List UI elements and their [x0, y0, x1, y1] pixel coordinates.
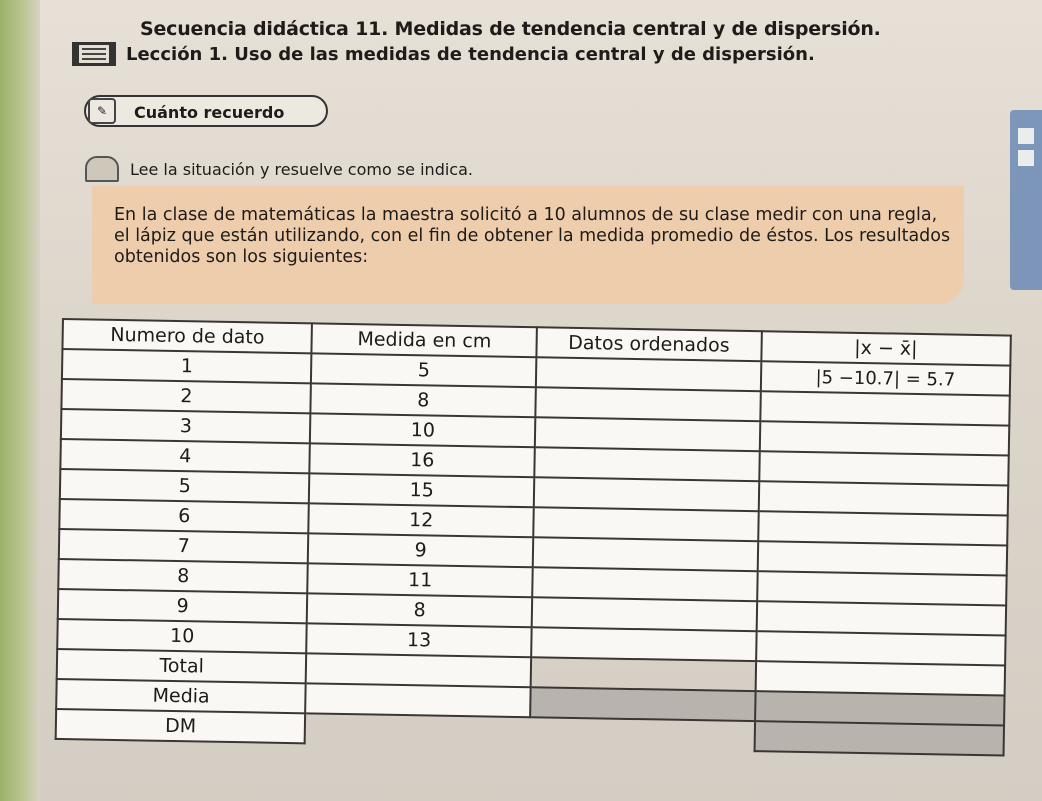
notebook-icon: ✎ — [88, 98, 116, 124]
row-ordered[interactable] — [534, 447, 759, 481]
instruction-text: Lee la situación y resuelve como se indica. — [130, 160, 473, 179]
row-measure: 16 — [310, 443, 535, 477]
empty-cell — [305, 713, 530, 747]
data-table — [55, 318, 1012, 757]
shaded-cell — [754, 721, 1004, 755]
row-ordered[interactable] — [531, 627, 756, 661]
row-number: 9 — [58, 589, 308, 623]
row-deviation[interactable] — [758, 481, 1008, 515]
lesson-subtitle: Lección 1. Uso de las medidas de tendencia central y de dispersión. — [126, 44, 815, 65]
row-ordered[interactable] — [533, 507, 758, 541]
header-medida: Medida en cm — [312, 323, 537, 357]
row-ordered[interactable] — [535, 387, 760, 421]
shaded-cell — [530, 687, 755, 721]
plus-icon — [1018, 128, 1034, 144]
row-deviation[interactable] — [759, 451, 1009, 485]
row-number: 6 — [59, 499, 309, 533]
row-ordered[interactable] — [536, 357, 761, 391]
side-decoration — [1010, 110, 1042, 290]
row-measure: 12 — [309, 503, 534, 537]
mean-label: Media — [56, 679, 306, 713]
row-number: 7 — [59, 529, 309, 563]
row-deviation[interactable] — [757, 541, 1007, 575]
section-label: Cuánto recuerdo — [134, 103, 285, 122]
row-measure: 9 — [308, 533, 533, 567]
row-measure: 13 — [307, 623, 532, 657]
empty-cell — [531, 657, 756, 691]
book-edge — [0, 0, 40, 801]
row-deviation[interactable]: |5 −10.7| = 5.7 — [760, 361, 1010, 395]
total-value[interactable] — [306, 653, 531, 687]
protractor-icon — [85, 156, 119, 182]
header-desviacion: |x − x̄| — [761, 331, 1011, 365]
row-number: 10 — [57, 619, 307, 653]
row-deviation[interactable] — [756, 601, 1006, 635]
row-measure: 5 — [311, 353, 536, 387]
row-number: 2 — [61, 379, 311, 413]
row-deviation[interactable] — [758, 511, 1008, 545]
row-deviation[interactable] — [759, 421, 1009, 455]
row-number: 4 — [60, 439, 310, 473]
row-ordered[interactable] — [532, 567, 757, 601]
header-numero-dato: Numero de dato — [62, 319, 312, 353]
row-ordered[interactable] — [532, 597, 757, 631]
row-measure: 8 — [311, 383, 536, 417]
row-deviation[interactable] — [756, 631, 1006, 665]
header-ordenados: Datos ordenados — [536, 327, 761, 361]
total-label: Total — [57, 649, 307, 683]
row-number: 1 — [62, 349, 312, 383]
shaded-cell — [755, 691, 1005, 725]
row-deviation[interactable] — [760, 391, 1010, 425]
row-number: 8 — [58, 559, 308, 593]
row-ordered[interactable] — [533, 537, 758, 571]
mean-value[interactable] — [306, 683, 531, 717]
dm-label: DM — [56, 709, 306, 743]
row-measure: 15 — [309, 473, 534, 507]
row-measure: 11 — [308, 563, 533, 597]
page-title: Secuencia didáctica 11. Medidas de tendencia central y de dispersión. — [140, 18, 881, 40]
row-measure: 8 — [307, 593, 532, 627]
problem-text: En la clase de matemáticas la maestra solicitó a 10 alumnos de su clase medir con una regla, el lápiz que están utilizando, con el fin de obtener la medida promedio de éstos. Los resultados obtenidos son los siguientes: — [114, 205, 951, 267]
minus-icon — [1018, 150, 1034, 166]
row-measure: 10 — [310, 413, 535, 447]
total-deviation[interactable] — [755, 661, 1005, 695]
row-ordered[interactable] — [535, 417, 760, 451]
empty-cell — [530, 717, 755, 751]
row-number: 5 — [60, 469, 310, 503]
lesson-icon — [72, 42, 116, 66]
row-ordered[interactable] — [534, 477, 759, 511]
row-number: 3 — [61, 409, 311, 443]
row-deviation[interactable] — [757, 571, 1007, 605]
